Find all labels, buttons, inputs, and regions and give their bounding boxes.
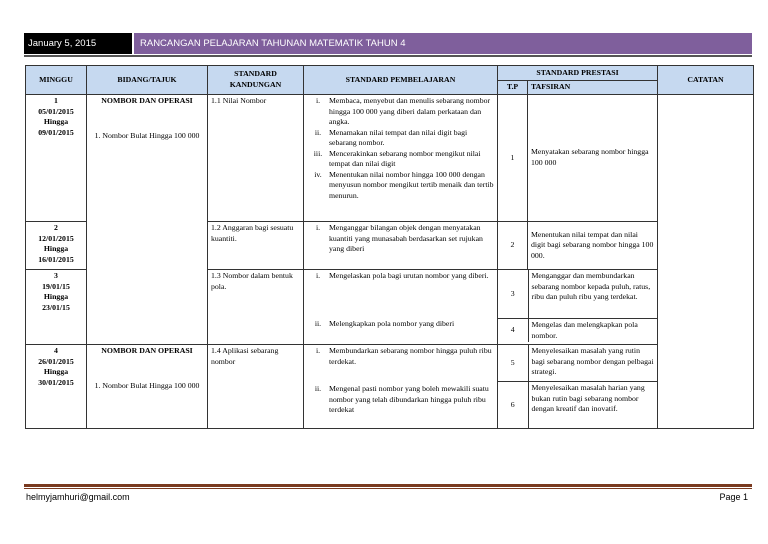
- item-text: Mengenal pasti nombor yang boleh mewakili suatu nombor yang telah dibundarkan hingga puluh ribu terdekat: [329, 384, 489, 415]
- header-date: January 5, 2015: [24, 33, 132, 54]
- tafsiran-cell: Menyelesaikan masalah yang rutin bagi sebarang nombor dengan pelbagai strategi.: [528, 345, 657, 382]
- prestasi-subtable: [498, 270, 657, 342]
- week-from: 26/01/2015: [38, 356, 74, 366]
- header-title: RANCANGAN PELAJARAN TAHUNAN MATEMATIK TAHUN 4: [132, 33, 752, 54]
- week-number: 1: [54, 96, 58, 105]
- item-numeral: i.: [315, 223, 321, 232]
- week-hingga: Hingga: [43, 117, 69, 127]
- item-text: Membundarkan sebarang nombor hingga puluh ribu terdekat.: [329, 346, 492, 366]
- week-cell: [26, 270, 87, 345]
- item-numeral: ii.: [314, 384, 322, 393]
- header-pembelajaran: STANDARD PEMBELAJARAN: [304, 66, 498, 95]
- kandungan-cell: 1.2 Anggaran bagi sesuatu kuantiti.: [208, 222, 304, 270]
- footer-page-number: Page 1: [719, 492, 748, 502]
- table-row: [26, 345, 754, 429]
- week-number: 2: [54, 223, 58, 232]
- tp-cell: 6: [498, 382, 528, 429]
- item-numeral: i.: [315, 271, 321, 280]
- item-numeral: i.: [315, 96, 321, 105]
- item-text: Melengkapkan pola nombor yang diberi: [329, 319, 455, 328]
- item-numeral: ii.: [314, 127, 322, 137]
- kandungan-cell: 1.1 Nilai Nombor: [208, 95, 304, 222]
- header-prestasi: STANDARD PRESTASI: [498, 66, 658, 81]
- list-item: [307, 384, 494, 416]
- item-text: Menentukan nilai nombor hingga 100 000 dengan menyusun nombor mengikut tertib menaik dan tertib menurun.: [329, 169, 494, 200]
- tp-cell: 2: [498, 222, 528, 270]
- week-to: 23/01/15: [42, 302, 70, 312]
- header-kandungan: STANDARD KANDUNGAN: [208, 66, 304, 95]
- tafsiran-cell: Mengelas dan melengkapkan pola nombor.: [531, 320, 638, 340]
- week-cell: [26, 95, 87, 222]
- list-item: [307, 346, 494, 384]
- list-item: [307, 128, 494, 149]
- prestasi-subtable: [498, 345, 657, 428]
- item-text: Mengelaskan pola bagi urutan nombor yang diberi.: [329, 271, 489, 280]
- prestasi-split-cell: [498, 270, 658, 345]
- bidang-sub: 1. Nombor Bulat Hingga 100 000: [94, 380, 200, 390]
- week-to: 09/01/2015: [38, 127, 74, 137]
- week-cell: [26, 345, 87, 429]
- page-header: [24, 33, 752, 54]
- footer-divider-thin: [24, 488, 752, 489]
- header-minggu: MINGGU: [26, 66, 87, 95]
- header-catatan: CATATAN: [658, 66, 754, 95]
- week-from: 12/01/2015: [38, 233, 74, 243]
- week-hingga: Hingga: [43, 292, 69, 302]
- list-item: [307, 223, 494, 255]
- tp-cell: 3: [498, 270, 528, 319]
- item-text: Mencerakinkan sebarang nombor mengikut nilai tempat dan nilai digit: [329, 148, 481, 169]
- header-divider: [24, 55, 752, 57]
- item-text: Menganggar bilangan objek dengan menyatakan kuantiti yang munasabah berdasarkan set rujukan yang diberi: [329, 223, 483, 254]
- week-from: 05/01/2015: [38, 106, 74, 116]
- list-item: [307, 319, 494, 330]
- bidang-cell: [87, 95, 208, 345]
- week-cell: [26, 222, 87, 270]
- pembelajaran-cell: [304, 222, 498, 270]
- week-hingga: Hingga: [43, 244, 69, 254]
- list-item: [307, 149, 494, 170]
- list-item: [307, 271, 494, 319]
- item-numeral: i.: [315, 346, 321, 355]
- week-to: 30/01/2015: [38, 377, 74, 387]
- footer-divider: [24, 484, 752, 487]
- lesson-plan-table: [25, 65, 754, 429]
- list-item: [307, 170, 494, 202]
- bidang-sub: 1. Nombor Bulat Hingga 100 000: [94, 130, 200, 140]
- week-to: 16/01/2015: [38, 254, 74, 264]
- week-from: 19/01/15: [42, 281, 70, 291]
- kandungan-cell: 1.3 Nombor dalam bentuk pola.: [208, 270, 304, 345]
- item-numeral: iv.: [314, 169, 322, 179]
- bidang-cell: [87, 345, 208, 429]
- week-hingga: Hingga: [43, 367, 69, 377]
- item-text: Menamakan nilai tempat dan nilai digit bagi sebarang nombor.: [329, 127, 468, 148]
- pembelajaran-cell: [304, 345, 498, 429]
- tafsiran-cell: Menyelesaikan masalah harian yang bukan rutin bagi sebarang nombor dengan kreatif dan inovatif.: [531, 383, 645, 414]
- kandungan-cell: 1.4 Aplikasi sebarang nombor: [208, 345, 304, 429]
- catatan-cell: [658, 95, 754, 429]
- footer-email: helmyjamhuri@gmail.com: [26, 492, 130, 502]
- tafsiran-cell: Menyatakan sebarang nombor hingga 100 000: [528, 95, 658, 222]
- pembelajaran-cell: [304, 95, 498, 222]
- bidang-title: NOMBOR DAN OPERASI: [101, 96, 193, 105]
- pembelajaran-cell: [304, 270, 498, 345]
- table-row: [26, 95, 754, 222]
- week-number: 4: [54, 346, 58, 355]
- list-item: [307, 96, 494, 128]
- prestasi-split-cell: [498, 345, 658, 429]
- header-tp: T.P: [498, 81, 528, 95]
- item-numeral: iii.: [313, 148, 323, 158]
- tp-cell: 5: [498, 345, 528, 382]
- tafsiran-cell: Menentukan nilai tempat dan nilai digit bagi sebarang nombor hingga 100 000.: [528, 222, 658, 270]
- bidang-title: NOMBOR DAN OPERASI: [101, 346, 193, 355]
- header-tafsiran: TAFSIRAN: [528, 81, 658, 95]
- tp-cell: 4: [498, 319, 528, 343]
- item-text: Membaca, menyebut dan menulis sebarang nombor hingga 100 000 yang diberi dalam perkataan dan angka.: [329, 96, 491, 127]
- item-numeral: ii.: [314, 319, 322, 328]
- header-bidang: BIDANG/TAJUK: [87, 66, 208, 95]
- tp-cell: 1: [498, 95, 528, 222]
- week-number: 3: [54, 271, 58, 280]
- table-header-row: [26, 66, 754, 81]
- tafsiran-cell: Menganggar dan membundarkan sebarang nombor kepada puluh, ratus, ribu dan puluh ribu yang terdekat.: [528, 270, 657, 319]
